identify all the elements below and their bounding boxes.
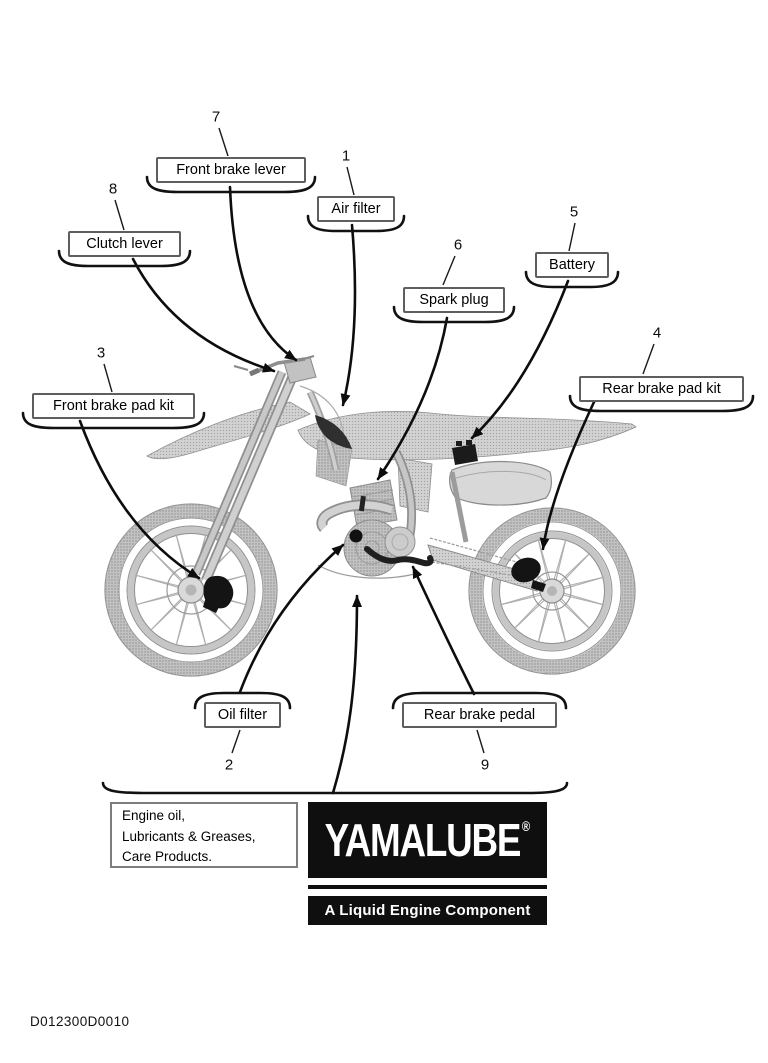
oil-filter-marker [350,530,363,543]
arrow-oil-filter [240,545,343,692]
callout-oil-filter-label: Oil filter [204,702,281,728]
engine-oil-line-3: Care Products. [122,849,213,864]
callout-number-6: 6 [453,236,463,254]
muffler [450,462,552,506]
engine-oil-box [110,802,298,868]
arrow-engine-oil [333,596,357,793]
arrow-front-brake-lever [230,187,296,360]
arrow-air-filter [343,225,355,405]
callout-rear-brake-pedal-label: Rear brake pedal [402,702,557,728]
callout-number-1: 1 [341,147,351,165]
yamalube-wordmark-text: YAMALUBE [324,814,521,866]
callout-front-brake-lever-label: Front brake lever [156,157,306,183]
logo-stripe-top [308,878,547,885]
callout-number-5: 5 [569,203,579,221]
registered-trademark-icon: ® [521,818,531,834]
callout-number-9: 9 [480,756,490,774]
yamalube-tagline: A Liquid Engine Component [324,902,531,919]
document-code: D012300D0010 [30,1014,130,1029]
callout-rear-brake-pad-kit-label: Rear brake pad kit [579,376,744,402]
callout-spark-plug-label: Spark plug [403,287,505,313]
callout-number-7: 7 [211,108,221,126]
engine-oil-line-2: Lubricants & Greases, [122,828,256,844]
engine-oil-line-1: Engine oil, [122,808,186,823]
logo-stripe-bottom [308,889,547,896]
front-brake-marker [203,576,233,613]
callout-battery-label: Battery [535,252,609,278]
callout-number-2: 2 [224,756,234,774]
callout-number-3: 3 [96,344,106,362]
callout-front-brake-pad-kit-label: Front brake pad kit [32,393,195,419]
yamalube-wordmark [308,802,547,878]
callout-air-filter-label: Air filter [317,196,395,222]
callout-number-8: 8 [108,180,118,198]
arrow-clutch-lever [133,259,274,371]
front-wheel [105,504,277,676]
callout-clutch-lever-label: Clutch lever [68,231,181,257]
arrow-rear-brake-pedal [413,567,474,694]
rear-wheel [469,508,635,674]
callout-number-4: 4 [652,324,662,342]
yamalube-logo [308,802,547,925]
